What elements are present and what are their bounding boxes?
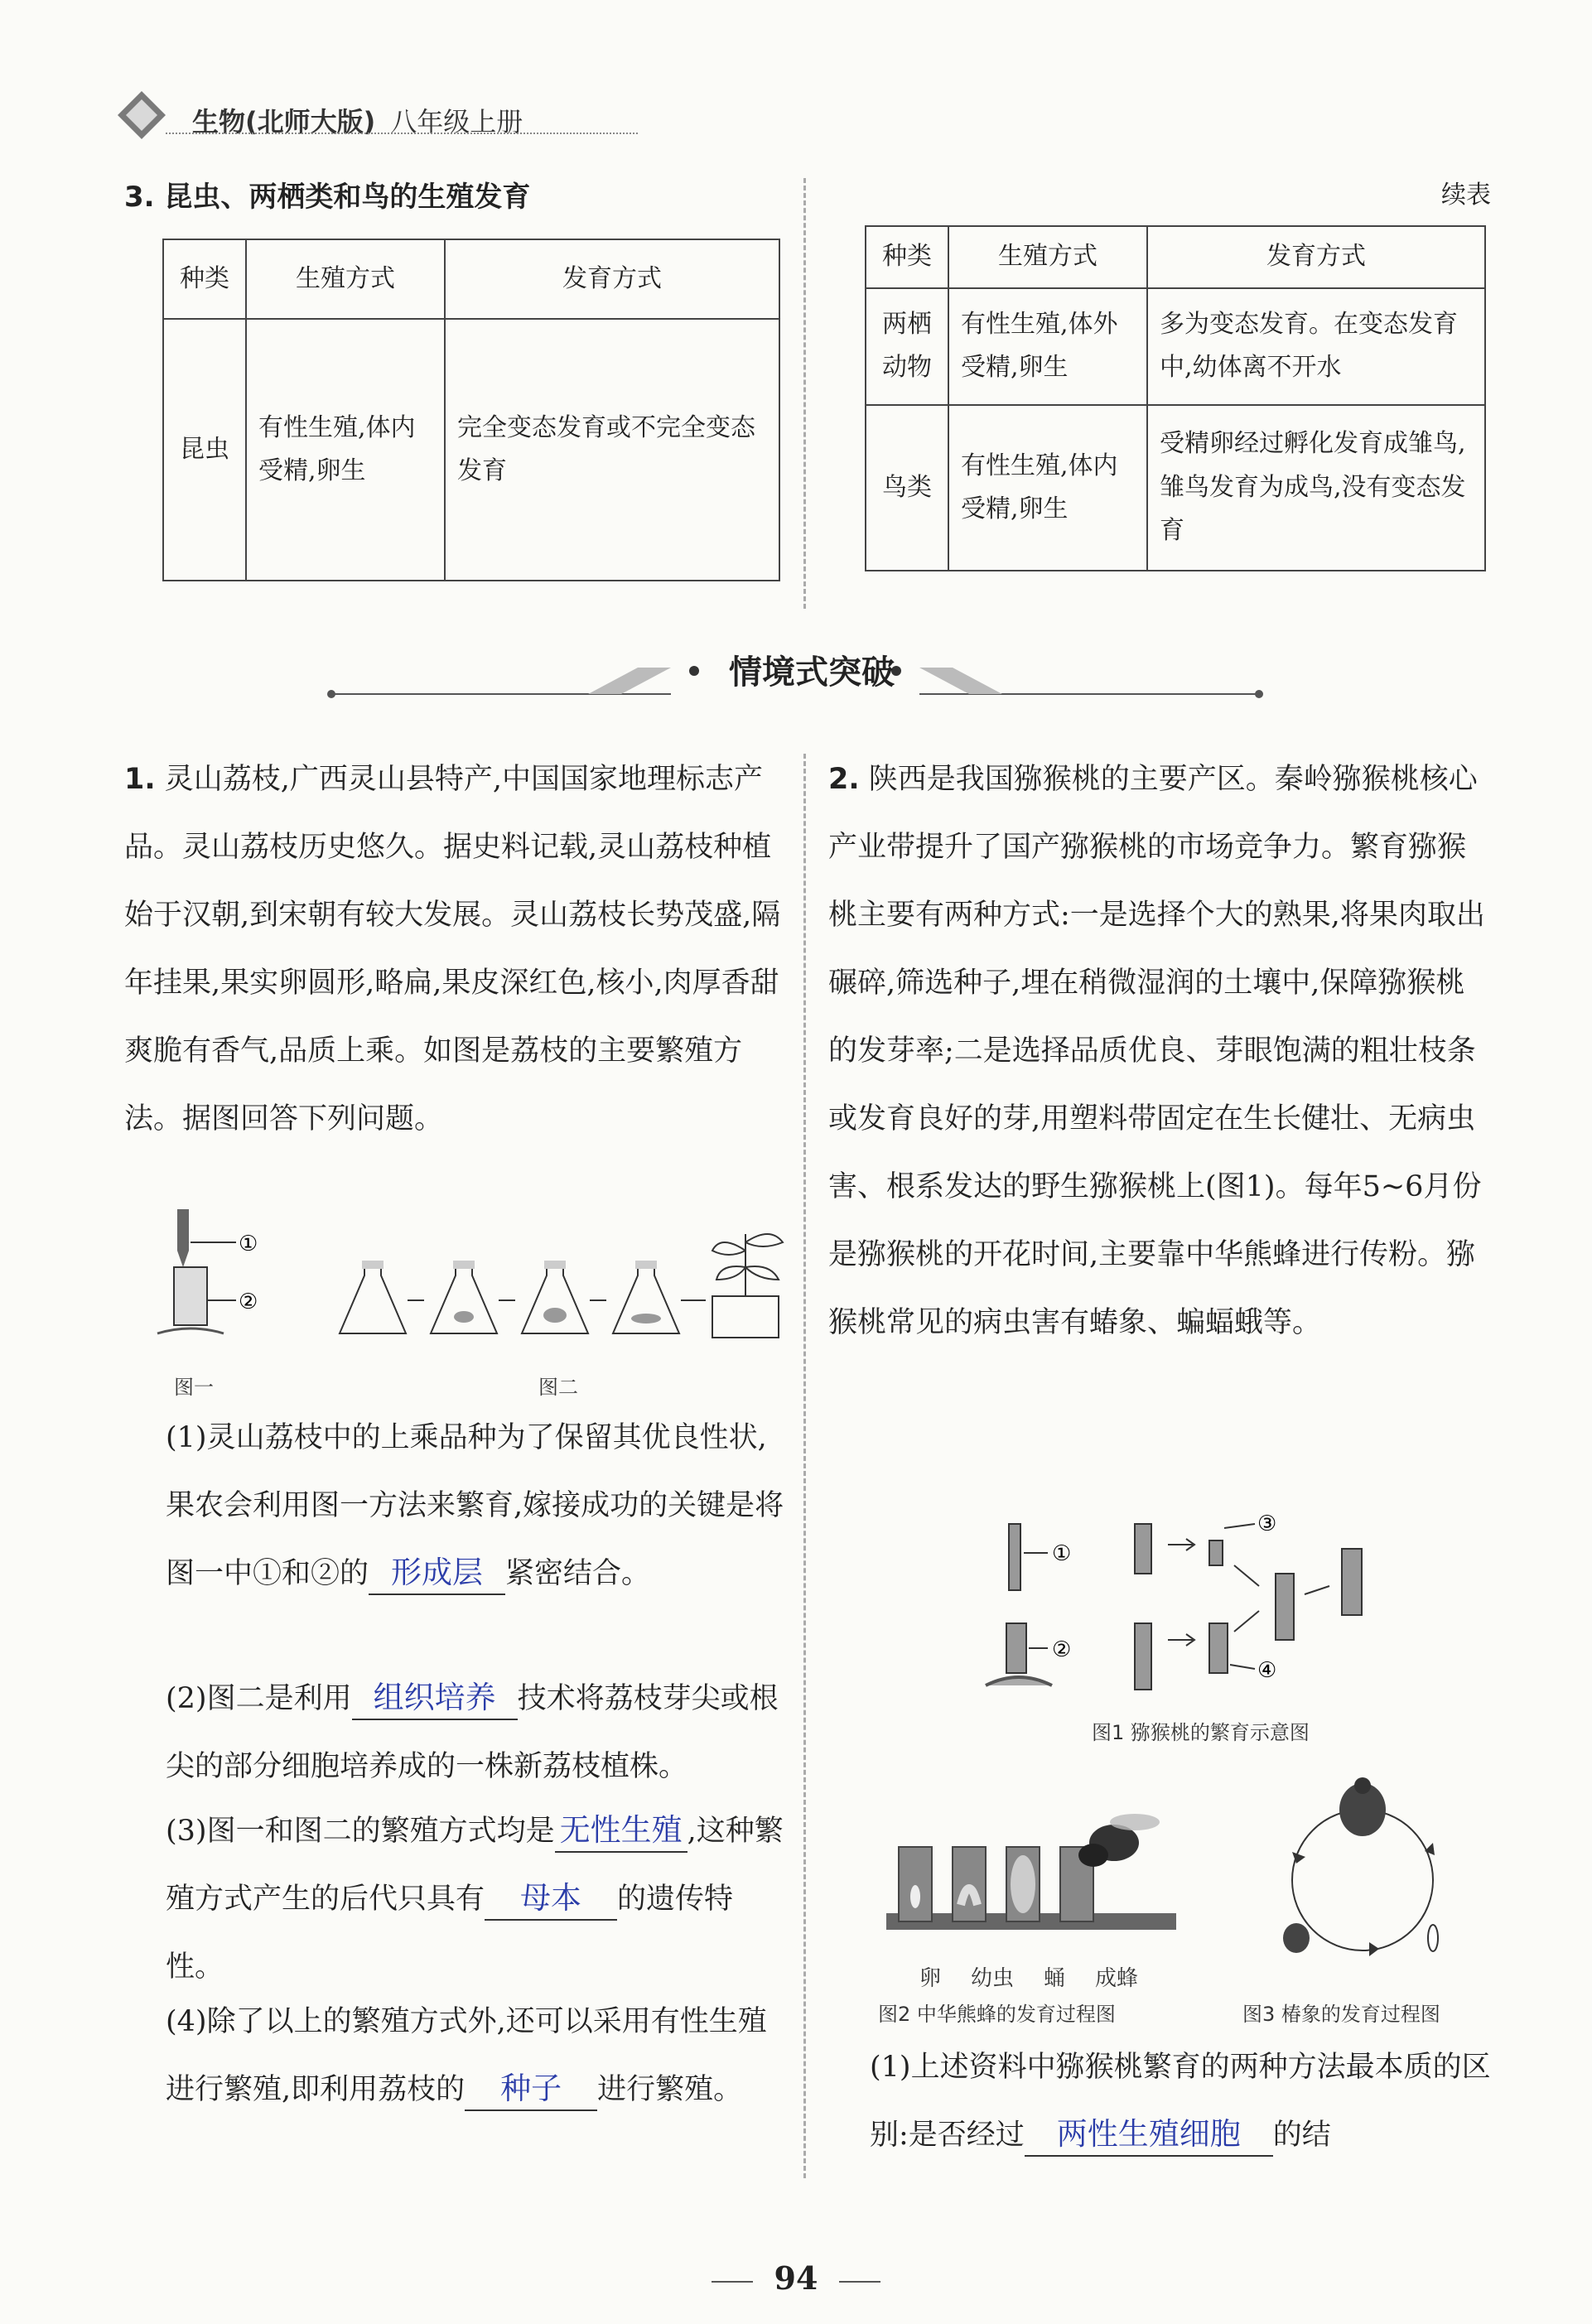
question-1: 1. 灵山荔枝,广西灵山县特产,中国国家地理标志产品。灵山荔枝历史悠久。据史料记载,灵山荔枝种植始于汉朝,到宋朝有较大发展。灵山荔枝长势茂盛,隔年挂果,果实卵圆形,略扁,果皮深红色,核小,肉厚香甜爽脆有香气,品质上乘。如图是荔枝的主要繁殖方法。据图回答下列问题。 — [124, 763, 781, 1135]
table-cell: 有性生殖,体外受精,卵生 — [948, 288, 1147, 406]
q1-part-1: (1)灵山荔枝中的上乘品种为了保留其优良性状,果农会利用图一方法来繁育,嫁接成功的关键是将图一中①和②的 形成层 紧密结合。 — [166, 1404, 787, 1608]
table-cell: 有性生殖,体内受精,卵生 — [246, 319, 445, 581]
q1-part-3: (3)图一和图二的繁殖方式均是 无性生殖 ,这种繁殖方式产生的后代只具有 母本 的遗传特性。 — [166, 1797, 787, 2001]
q2-figure-1-grafting — [977, 1507, 1375, 1698]
q1-answer-3: 无性生殖 — [555, 1810, 687, 1853]
graft-mark-4: ④ — [1257, 1658, 1277, 1683]
q2-figure-3-stinkbug-cycle — [1259, 1772, 1466, 1979]
page-number: 94 — [0, 2259, 1592, 2297]
q2-figure-3-caption: 图3 椿象的发育过程图 — [1242, 2003, 1440, 2026]
header-divider — [166, 133, 638, 134]
table-cell: 完全变态发育或不完全变态发育 — [445, 319, 779, 581]
q2-figure-1-caption: 图1 猕猴桃的繁育示意图 — [1092, 1721, 1310, 1744]
q1-figure-1-grafting — [149, 1209, 282, 1350]
q1-part-4: (4)除了以上的繁殖方式外,还可以采用有性生殖进行繁殖,即利用荔枝的 种子 进行繁殖。 — [166, 1988, 787, 2124]
section-title: 3. 昆虫、两栖类和鸟的生殖发育 — [124, 181, 531, 214]
table-cell: 受精卵经过孵化发育成雏鸟,雏鸟发育为成鸟,没有变态发育 — [1147, 405, 1485, 571]
q2-figure-2-labels — [919, 1961, 1138, 1992]
graft-mark-scion: ① — [239, 1232, 258, 1256]
question-2: 2. 陕西是我国猕猴桃的主要产区。秦岭猕猴桃核心产业带提升了国产猕猴桃的市场竞争力。繁育猕猴桃主要有两种方式:一是选择个大的熟果,将果肉取出碾碎,筛选种子,埋在稍微湿润的土壤中,保障猕猴桃的发芽率;二是选择品质优良、芽眼饱满的粗壮枝条或发育良好的芽,用塑料带固定在生长健壮、无病虫害、根系发达的野生猕猴桃上(图1)。每年5~6月份是猕猴桃的开花时间,主要靠中华熊蜂进行传粉。猕猴桃常见的病虫害有蝽象、蝙蝠蛾等。 — [828, 763, 1485, 1339]
graft-mark-stock: ② — [239, 1290, 258, 1314]
q2-figure-2-caption: 图2 中华熊蜂的发育过程图 — [878, 2003, 1116, 2026]
q1-figure-1-caption: 图一 — [174, 1376, 214, 1399]
table-cell: 多为变态发育。在变态发育中,幼体离不开水 — [1147, 288, 1485, 406]
q1-figure-2-tissue-culture — [331, 1217, 795, 1358]
q1-answer-2: 组织培养 — [352, 1677, 518, 1720]
q2-part-1: (1)上述资料中猕猴桃繁育的两种方法最本质的区别:是否经过 两性生殖细胞 的结 — [870, 2033, 1491, 2169]
q1-answer-1: 形成层 — [369, 1552, 505, 1595]
table-cell: 鸟类 — [866, 405, 948, 571]
q1-answer-5: 种子 — [465, 2068, 597, 2111]
stage-egg-label: 卵 — [919, 1966, 942, 1991]
stage-adult-label: 成蜂 — [1095, 1966, 1139, 1991]
stage-larva-label: 幼虫 — [971, 1966, 1015, 1991]
continued-table: 种类 生殖方式 发育方式 两栖动物 有性生殖,体外受精,卵生 多为变态发育。在变态发育中,幼体离不开水 鸟类 有性生殖,体内受精,卵生 受精卵经过孵化发育成雏鸟,雏鸟发育为成鸟,没有变态发育 — [865, 225, 1486, 571]
column-divider — [803, 754, 806, 2178]
column-divider — [803, 178, 806, 609]
graft-mark-2: ② — [1052, 1637, 1072, 1662]
header-logo-icon — [116, 89, 167, 141]
q1-part-2: (2)图二是利用 组织培养 技术将荔枝芽尖或根尖的部分细胞培养成的一株新荔枝植株。 — [166, 1665, 787, 1801]
q1-answer-4: 母本 — [485, 1878, 617, 1921]
section-banner-title: 情境式突破 — [729, 653, 895, 692]
stage-pupa-label: 蛹 — [1044, 1966, 1066, 1991]
continued-label: 续表 — [1441, 181, 1491, 210]
q2-answer-1: 两性生殖细胞 — [1025, 2114, 1273, 2157]
q1-figure-2-caption: 图二 — [538, 1376, 578, 1399]
question-2-intro: 陕西是我国猕猴桃的主要产区。秦岭猕猴桃核心产业带提升了国产猕猴桃的市场竞争力。繁育猕猴桃主要有两种方式:一是选择个大的熟果,将果肉取出碾碎,筛选种子,埋在稍微湿润的土壤中,保障猕猴桃的发芽率;二是选择品质优良、芽眼饱满的粗壮枝条或发育良好的芽,用塑料带固定在生长健壮、无病虫害、根系发达的野生猕猴桃上(图1)。每年5~6月份是猕猴桃的开花时间,主要靠中华熊蜂进行传粉。猕猴桃常见的病虫害有蝽象、蝙蝠蛾等。 — [828, 763, 1485, 1339]
table-cell: 两栖动物 — [866, 288, 948, 406]
insect-table: 种类 生殖方式 发育方式 昆虫 有性生殖,体内受精,卵生 完全变态发育或不完全变态发育 — [162, 239, 780, 581]
table-cell: 昆虫 — [163, 319, 246, 581]
graft-mark-1: ① — [1052, 1541, 1072, 1566]
header-title: 生物(北师大版) 八年级上册 — [192, 106, 523, 137]
q2-figure-2-bumblebee — [886, 1797, 1176, 1955]
question-1-intro: 灵山荔枝,广西灵山县特产,中国国家地理标志产品。灵山荔枝历史悠久。据史料记载,灵山荔枝种植始于汉朝,到宋朝有较大发展。灵山荔枝长势茂盛,隔年挂果,果实卵圆形,略扁,果皮深红色,核小,肉厚香甜爽脆有香气,品质上乘。如图是荔枝的主要繁殖方法。据图回答下列问题。 — [124, 763, 781, 1135]
graft-mark-3: ③ — [1257, 1512, 1277, 1536]
table-cell: 有性生殖,体内受精,卵生 — [948, 405, 1147, 571]
